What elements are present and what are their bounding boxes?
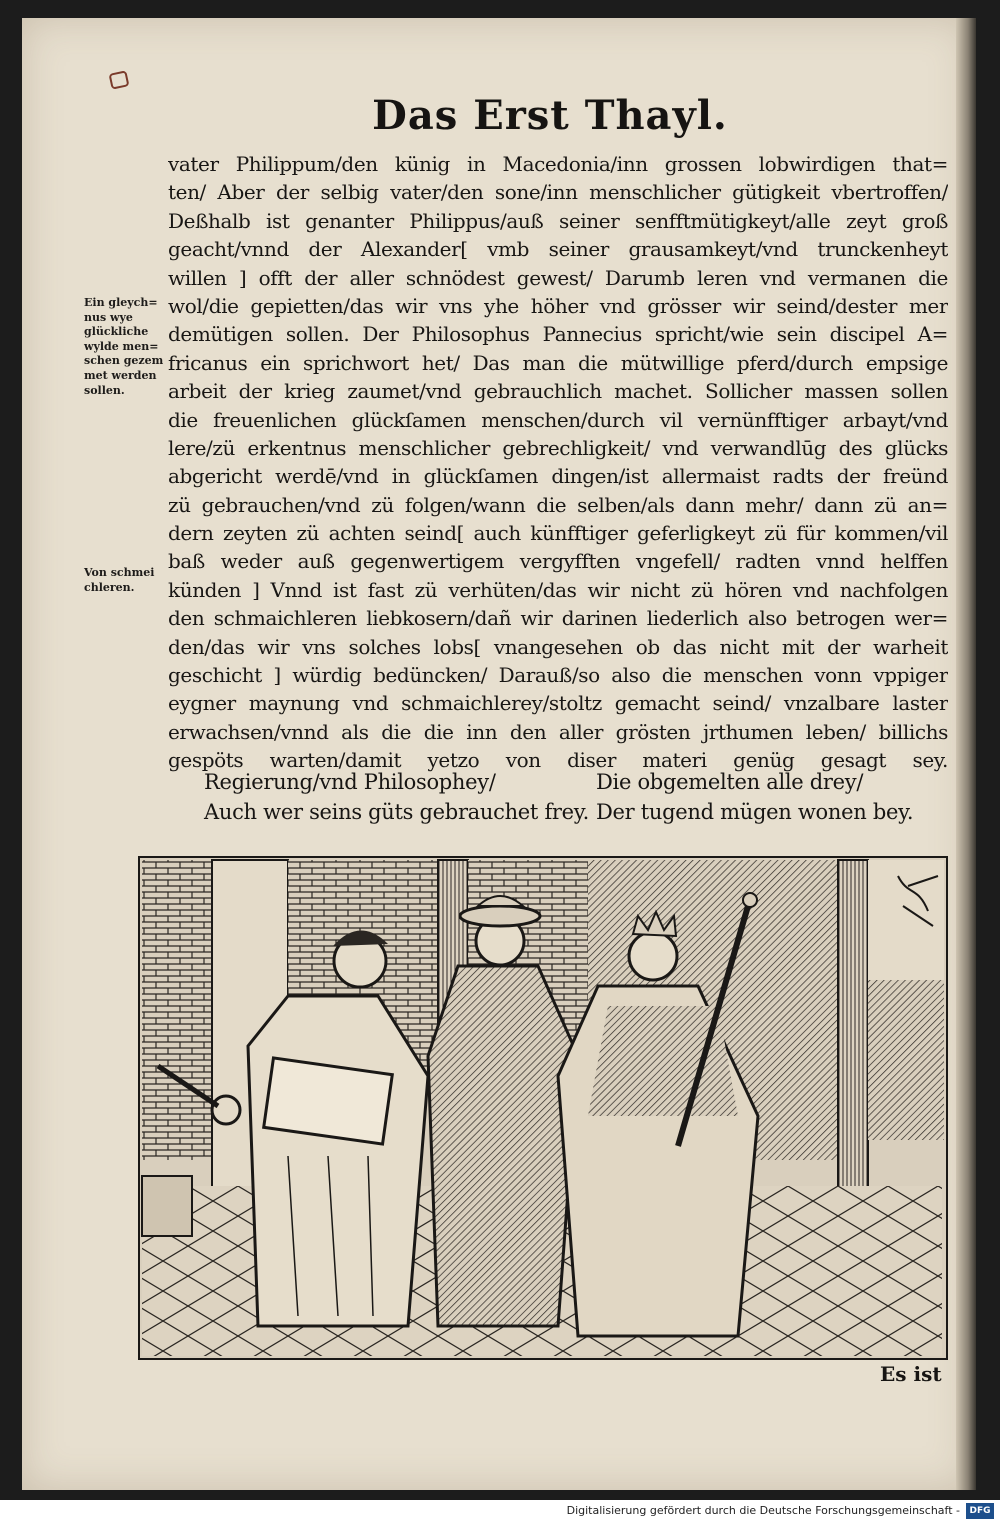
verse-right-bottom: Der tugend mügen wonen bey. xyxy=(596,800,914,824)
body-line: arbeit der krieg zaumet/vnd gebrauchlich machet. Sollicher massen sollen xyxy=(168,379,948,404)
body-line: lere/zü erkentnus menschlicher gebrechligkeit/ vnd verwandlūg des glücks xyxy=(168,435,948,460)
body-line: baß weder auß gegenwertigem vergyfften vngefell/ radten vnnd helffen xyxy=(168,549,948,574)
brick-wall-left xyxy=(142,860,212,1160)
margin-note-line: met werden xyxy=(84,368,157,382)
body-line: zü gebrauchen/vnd zü folgen/wann die selben/als dann mehr/ dann zü an= xyxy=(168,492,948,517)
margin-note-line: chleren. xyxy=(84,580,135,594)
bed-canopy xyxy=(868,980,944,1140)
body-line: erwachsen/vnnd als die die inn den aller grösten jrthumen leben/ billichs xyxy=(168,719,948,744)
body-line: eygner maynung vnd schmaichlerey/stoltz gemacht seind/ vnzalbare laster xyxy=(168,691,948,716)
body-line: willen ] offt der aller schnödest gewest/ Darumb leren vnd vermanen die xyxy=(168,265,948,290)
body-line: dern zeyten zü achten seind[ auch künfftiger geferligkeyt zü für kommen/vil xyxy=(168,521,948,546)
body-line: Deßhalb ist genanter Philippus/auß seiner senfftmütigkeyt/alle zeyt groß xyxy=(168,208,948,233)
verse-block xyxy=(204,770,944,830)
margin-note-line: wylde men= xyxy=(84,339,159,353)
body-line: geschicht ] würdig bedüncken/ Darauß/so also die menschen vonn vppiger xyxy=(168,663,948,688)
catchword: Es ist xyxy=(880,1362,942,1386)
verse-right-top: Die obgemelten alle drey/ xyxy=(596,770,864,794)
body-line: den schmaichleren liebkosern/dañ wir darinen liederlich also betrogen wer= xyxy=(168,606,948,631)
body-line: gespöts warten/damit yetzo von diser materi genüg gesagt sey. xyxy=(168,748,948,773)
body-line: die freuenlichen glückſamen menschen/durch vil vernünfftiger arbayt/vnd xyxy=(168,407,948,432)
margin-note-line: sollen. xyxy=(84,383,125,397)
body-text-block xyxy=(168,150,948,775)
bench xyxy=(142,1176,192,1236)
body-line: fricanus ein sprichwort het/ Das man die mütwillige pferd/durch empsige xyxy=(168,350,948,375)
margin-note-line: schen gezem xyxy=(84,354,164,368)
margin-note-schmeichleren xyxy=(84,566,168,595)
dfg-logo: DFG xyxy=(966,1503,994,1519)
margin-note-line: Ein gleych= xyxy=(84,296,158,309)
body-line: wol/die gepietten/das wir vns yhe höher vnd grösser wir seind/dester mer xyxy=(168,293,948,318)
book-spine-edge xyxy=(956,18,976,1490)
body-line: demütigen sollen. Der Philosophus Pannecius spricht/wie sein discipel A= xyxy=(168,322,948,347)
body-line: künden ] Vnnd ist fast zü verhüten/das wir nicht zü hören vnd nachfolgen xyxy=(168,577,948,602)
body-line: abgericht werdē/vnd in glückſamen dingen/ist allermaist radts der freünd xyxy=(168,464,948,489)
footer-bar xyxy=(0,1500,1000,1523)
body-line: vater Philippum/den künig in Macedonia/inn grossen lobwirdigen that= xyxy=(168,152,948,176)
margin-note-line: Von schmei xyxy=(84,566,155,579)
body-line: den/das wir vns solches lobs[ vnangesehen ob das nicht mit der warheit xyxy=(168,634,948,659)
running-head: Das Erst Thayl. xyxy=(372,92,728,139)
woodcut-illustration xyxy=(138,856,948,1360)
margin-note-gleychnus xyxy=(84,296,168,398)
body-line: ten/ Aber der selbig vater/den sone/inn menschlicher gütigkeit vbertroffen/ xyxy=(168,180,948,205)
verse-left-top: Regierung/vnd Philosophey/ xyxy=(204,770,496,794)
margin-note-line: glückliche xyxy=(84,325,149,339)
footer-credit-text: Digitalisierung gefördert durch die Deutsche Forschungsgemeinschaft - xyxy=(566,1504,960,1517)
margin-note-line: nus wye xyxy=(84,310,133,324)
body-line: geacht/vnnd der Alexander[ vmb seiner grausamkeyt/vnd trunckenheyt xyxy=(168,237,948,262)
verse-left-bottom: Auch wer seins güts gebrauchet frey. xyxy=(204,800,589,824)
